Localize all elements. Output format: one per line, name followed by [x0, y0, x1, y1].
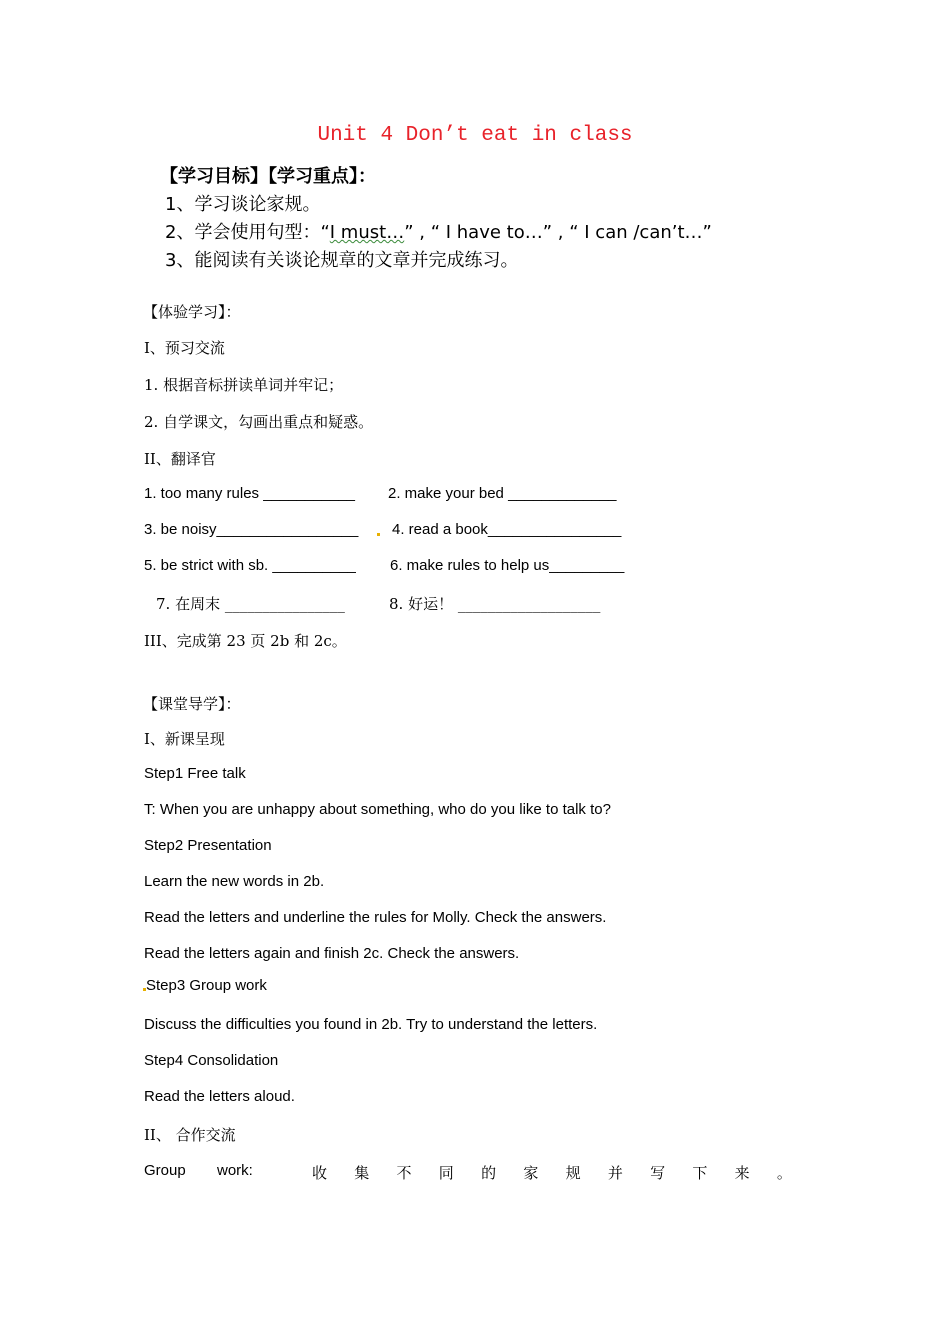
objective-item-2-rest: ” , “ I have to…” , “ I can /can’t…” — [404, 222, 712, 243]
experience-section-3: III、完成第 23 页 2b 和 2c。 — [144, 632, 347, 650]
group-char: 的 — [481, 1164, 497, 1182]
group-task-text — [312, 1162, 792, 1183]
page-title: Unit 4 Don’t eat in class — [317, 124, 633, 147]
objective-item-2 — [165, 218, 712, 244]
objective-item-2-prefix: 2、学会使用句型： — [165, 222, 321, 243]
step1-heading: Step1 Free talk — [144, 765, 246, 782]
step4-line: Read the letters aloud. — [144, 1088, 295, 1105]
classroom-section-1: I、新课呈现 — [144, 730, 225, 748]
translate-item-4: 4. read a book________________ — [392, 521, 622, 538]
preview-item-2: 2. 自学课文，勾画出重点和疑惑。 — [144, 413, 374, 431]
step2-line-3: Read the letters again and finish 2c. Check the answers. — [144, 945, 520, 962]
translate-item-5: 5. be strict with sb. __________ — [144, 557, 356, 574]
group-char: 家 — [523, 1164, 539, 1182]
group-char: 。 — [776, 1164, 792, 1182]
group-char: 下 — [692, 1164, 708, 1182]
stray-mark — [377, 533, 380, 536]
step2-line-1: Learn the new words in 2b. — [144, 873, 325, 890]
step1-line: T: When you are unhappy about something, who do you like to talk to? — [144, 801, 611, 818]
translate-item-7: 7. 在周末 ________________ — [156, 595, 345, 613]
objective-item-3: 3、能阅读有关谈论规章的文章并完成练习。 — [165, 250, 519, 271]
group-char: 规 — [565, 1164, 581, 1182]
group-char: 写 — [650, 1164, 666, 1182]
group-char: 不 — [396, 1164, 412, 1182]
step3-heading: Step3 Group work — [146, 977, 267, 994]
classroom-section-2: II、 合作交流 — [144, 1126, 236, 1144]
objective-item-2-quote-open: “ — [320, 222, 330, 243]
group-label-1: Group — [144, 1162, 186, 1179]
translate-item-1: 1. too many rules ___________ — [144, 485, 355, 502]
experience-section-1: I、预习交流 — [144, 339, 225, 357]
step3-line: Discuss the difficulties you found in 2b. Try to understand the letters. — [144, 1016, 598, 1033]
objective-item-2-must: I must… — [329, 222, 405, 243]
group-char: 并 — [607, 1164, 623, 1182]
objective-item-1: 1、学习谈论家规。 — [165, 194, 321, 215]
step2-heading: Step2 Presentation — [144, 837, 272, 854]
experience-section-2: II、翻译官 — [144, 450, 216, 468]
classroom-heading: 【课堂导学】： — [143, 695, 241, 713]
translate-item-2: 2. make your bed _____________ — [388, 485, 617, 502]
group-char: 收 — [312, 1164, 328, 1182]
translate-item-8: 8. 好运！ ___________________ — [389, 595, 601, 613]
group-label-2: work: — [217, 1162, 253, 1179]
preview-item-1: 1. 根据音标拼读单词并牢记； — [144, 376, 344, 394]
group-char: 来 — [734, 1164, 750, 1182]
experience-heading: 【体验学习】： — [143, 303, 241, 321]
translate-item-6: 6. make rules to help us_________ — [390, 557, 625, 574]
step4-heading: Step4 Consolidation — [144, 1052, 279, 1069]
objectives-heading: 【学习目标】【学习重点】： — [160, 166, 376, 187]
translate-item-3: 3. be noisy_________________ — [144, 521, 359, 538]
group-char: 集 — [354, 1164, 370, 1182]
step2-line-2: Read the letters and underline the rules for Molly. Check the answers. — [144, 909, 607, 926]
group-char: 同 — [438, 1164, 454, 1182]
